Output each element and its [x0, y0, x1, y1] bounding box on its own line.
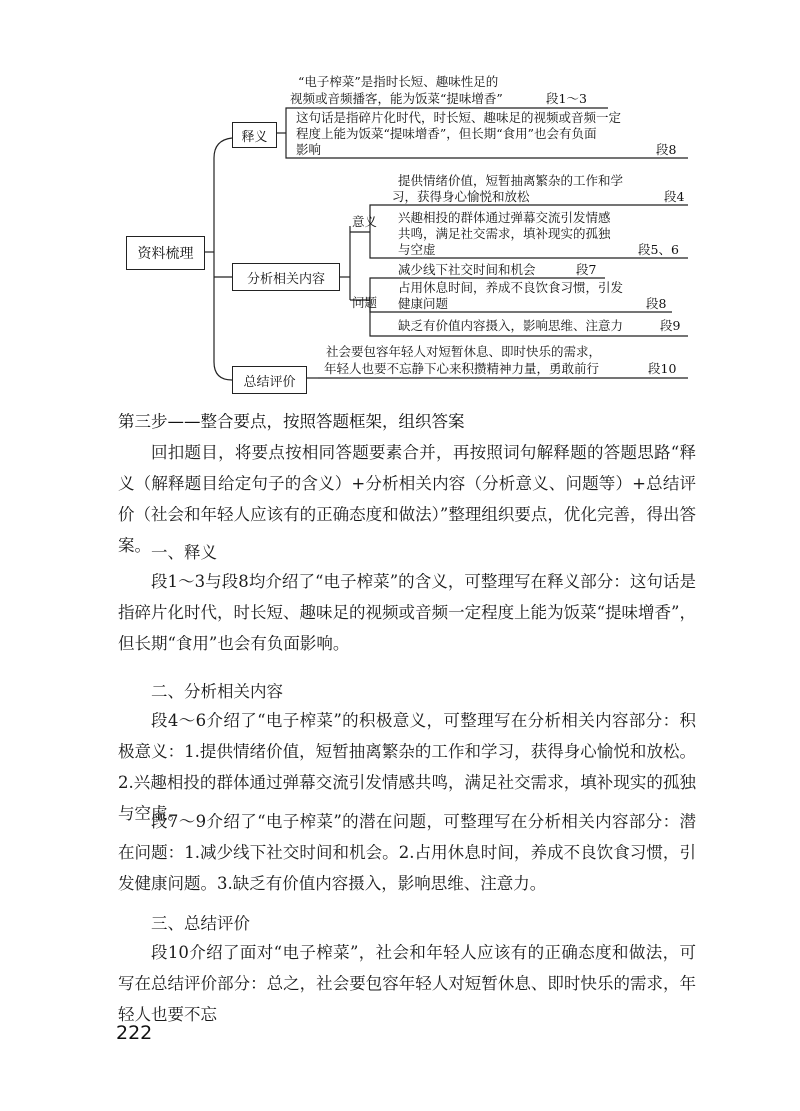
b2-sub1-item1-line1: 提供情绪价值，短暂抽离繁杂的工作和学 — [398, 173, 624, 188]
b1-item1-line2: 视频或音频播客，能为饭菜“提味增香” — [290, 91, 503, 106]
b2-sub2-item2-line1: 占用休息时间，养成不良饮食习惯，引发 — [398, 280, 624, 295]
section3-title: 三、总结评价 — [151, 914, 250, 933]
branch-analysis: 分析相关内容 — [232, 263, 340, 291]
section2-paragraph2: 段7～9介绍了“电子榨菜”的潜在问题，可整理写在分析相关内容部分：潜在问题：1.减少线下社交时间和机会。2.占用休息时间，养成不良饮食习惯，引发健康问题。3.缺乏有价值内容摄入，影响思维、注意力。 — [118, 812, 696, 893]
b1-item2-ref: 段8 — [656, 142, 677, 157]
b2-sub1-item2-line2: 共鸣，满足社交需求，填补现实的孤独 — [398, 226, 611, 241]
section1-paragraph: 段1～3与段8均介绍了“电子榨菜”的含义，可整理写在释义部分：这句话是指碎片化时代，时长短、趣味足的视频或音频一定程度上能为饭菜“提味增香”，但长期“食用”也会有负面影响。 — [118, 572, 696, 653]
b2-sub1-label: 意义 — [352, 214, 378, 229]
b2-sub2-item1-ref: 段7 — [576, 262, 597, 277]
b2-sub2-label: 问题 — [352, 295, 378, 310]
b2-sub2-item3-line1: 缺乏有价值内容摄入，影响思维、注意力 — [398, 318, 624, 333]
b3-item1-ref: 段10 — [648, 361, 677, 376]
b1-item1-ref: 段1～3 — [546, 91, 587, 106]
b2-sub2-item2-ref: 段8 — [646, 296, 667, 311]
b3-item1-line2: 年轻人也要不忘静下心来积攒精神力量，勇敢前行 — [324, 361, 600, 376]
b2-sub1-item2-ref: 段5、6 — [638, 242, 679, 257]
b3-item1-line1: 社会要包容年轻人对短暂休息、即时快乐的需求， — [326, 344, 602, 359]
b1-item2-line1: 这句话是指碎片化时代，时长短、趣味足的视频或音频一定 — [296, 110, 622, 125]
section2-paragraph1: 段4～6介绍了“电子榨菜”的积极意义，可整理写在分析相关内容部分：积极意义：1.提供情绪价值，短暂抽离繁杂的工作和学习，获得身心愉悦和放松。2.兴趣相投的群体通过弹幕交流引发情感共鸣，满足社交需求，填补现实的孤独与空虚。 — [118, 711, 696, 823]
section1-title: 一、释义 — [151, 543, 217, 562]
b2-sub2-item1-line1: 减少线下社交时间和机会 — [398, 262, 536, 277]
mindmap-root: 资料梳理 — [126, 236, 205, 270]
branch-explanation: 释义 — [232, 122, 277, 148]
intro-paragraph: 回扣题目，将要点按相同答题要素合并，再按照词句解释题的答题思路“释义（解释题目给定句子的含义）+分析相关内容（分析意义、问题等）+总结评价（社会和年轻人应该有的正确态度和做法）”整理组织要点，优化完善，得出答案。 — [118, 443, 696, 555]
b2-sub1-item1-line2: 习，获得身心愉悦和放松 — [392, 189, 530, 204]
b2-sub1-item1-ref: 段4 — [664, 189, 685, 204]
b1-item2-line2: 程度上能为饭菜“提味增香”，但长期“食用”也会有负面 — [296, 126, 597, 141]
b1-item1-line1: “电子榨菜”是指时长短、趣味性足的 — [298, 74, 499, 89]
b2-sub2-item3-ref: 段9 — [660, 318, 681, 333]
b2-sub2-item2-line2: 健康问题 — [398, 296, 449, 311]
b2-sub1-item2-line3: 与空虚 — [398, 242, 436, 257]
section3-paragraph: 段10介绍了面对“电子榨菜”，社会和年轻人应该有的正确态度和做法，可写在总结评价部分：总之，社会要包容年轻人对短暂休息、即时快乐的需求，年轻人也要不忘 — [118, 943, 696, 1024]
step3-heading: 第三步——整合要点，按照答题框架，组织答案 — [118, 412, 465, 431]
branch-summary: 总结评价 — [232, 366, 307, 394]
section2-title: 二、分析相关内容 — [151, 682, 283, 701]
page-number: 222 — [116, 1022, 153, 1044]
b2-sub1-item2-line1: 兴趣相投的群体通过弹幕交流引发情感 — [398, 210, 611, 225]
b1-item2-line3: 影响 — [296, 142, 322, 157]
